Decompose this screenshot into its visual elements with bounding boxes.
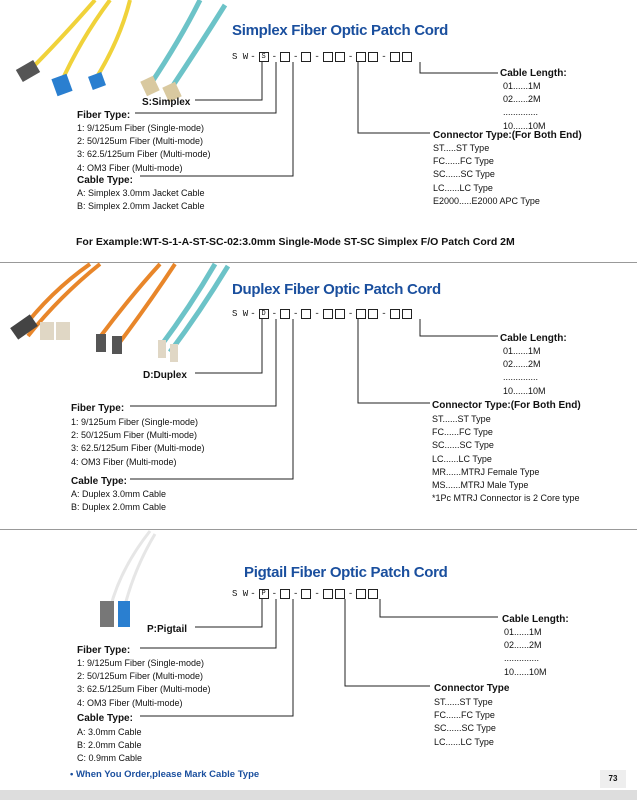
pigtail-connector-list bbox=[434, 696, 496, 749]
list-item: 3: 62.5/125um Fiber (Multi-mode) bbox=[71, 443, 205, 454]
list-item: 2: 50/125um Fiber (Multi-mode) bbox=[77, 671, 204, 682]
code-prefix: S W bbox=[232, 52, 249, 62]
simplex-fiber-type-label: Fiber Type: bbox=[77, 110, 131, 121]
list-item: 01......1M bbox=[504, 627, 542, 637]
simplex-cable-type-list bbox=[77, 187, 205, 213]
pigtail-code: S W - P - - - - bbox=[232, 589, 379, 599]
code-prefix: S W bbox=[232, 589, 249, 599]
list-item: SC......SC Type bbox=[433, 169, 495, 180]
list-item: B: Duplex 2.0mm Cable bbox=[71, 502, 167, 513]
simplex-cable-length-list bbox=[503, 80, 546, 133]
list-item: A: 3.0mm Cable bbox=[77, 727, 142, 737]
list-item: .............. bbox=[503, 372, 539, 383]
list-item: A: Simplex 3.0mm Jacket Cable bbox=[77, 188, 205, 198]
pigtail-cable-length-label: Cable Length: bbox=[502, 614, 569, 625]
list-item: LC......LC Type bbox=[433, 182, 493, 193]
list-item: 2: 50/125um Fiber (Multi-mode) bbox=[77, 136, 204, 147]
simplex-title: Simplex Fiber Optic Patch Cord bbox=[232, 22, 449, 39]
list-item: 10......10M bbox=[503, 385, 546, 396]
list-item: B: 2.0mm Cable bbox=[77, 740, 142, 751]
list-item: ST......ST Type bbox=[434, 697, 493, 707]
duplex-cable-type-label: Cable Type: bbox=[71, 476, 127, 487]
list-item: 3: 62.5/125um Fiber (Multi-mode) bbox=[77, 684, 211, 695]
list-item: 1: 9/125um Fiber (Single-mode) bbox=[77, 658, 205, 668]
duplex-fiber-type-label: Fiber Type: bbox=[71, 403, 125, 414]
pigtail-fiber-type-label: Fiber Type: bbox=[77, 645, 131, 656]
pigtail-type-label: P:Pigtail bbox=[147, 624, 188, 635]
list-item: 1: 9/125um Fiber (Single-mode) bbox=[77, 123, 205, 133]
duplex-connector-label: Connector Type:(For Both End) bbox=[432, 400, 581, 411]
list-item: 02......2M bbox=[503, 359, 541, 370]
pigtail-connector-label: Connector Type bbox=[434, 683, 510, 694]
list-item: FC......FC Type bbox=[433, 156, 494, 167]
list-item: C: 0.9mm Cable bbox=[77, 753, 143, 764]
list-item: 4: OM3 Fiber (Multi-mode) bbox=[77, 162, 183, 173]
list-item: 3: 62.5/125um Fiber (Multi-mode) bbox=[77, 149, 211, 160]
simplex-cable-type-label: Cable Type: bbox=[77, 175, 133, 186]
list-item: 2: 50/125um Fiber (Multi-mode) bbox=[71, 430, 198, 441]
duplex-fiber-type-list bbox=[71, 416, 205, 469]
duplex-connector-list bbox=[432, 413, 580, 505]
duplex-title: Duplex Fiber Optic Patch Cord bbox=[232, 281, 441, 298]
code-box-type: D bbox=[259, 309, 269, 319]
list-item: 02......2M bbox=[503, 94, 541, 105]
duplex-cable-length-label: Cable Length: bbox=[500, 333, 567, 344]
code-box-type: S bbox=[259, 52, 269, 62]
duplex-patch-cord-image bbox=[0, 262, 230, 372]
pigtail-cable-type-label: Cable Type: bbox=[77, 713, 133, 724]
list-item: .............. bbox=[504, 653, 540, 664]
list-item: 4: OM3 Fiber (Multi-mode) bbox=[71, 456, 177, 467]
list-item: 01......1M bbox=[503, 346, 541, 356]
list-item: LC......LC Type bbox=[432, 453, 492, 464]
simplex-example: For Example:WT-S-1-A-ST-SC-02:3.0mm Single-Mode ST-SC Simplex F/O Patch Cord 2M bbox=[76, 236, 515, 248]
list-item: 01......1M bbox=[503, 81, 541, 91]
simplex-connector-list bbox=[433, 142, 540, 208]
list-item: FC......FC Type bbox=[434, 710, 495, 721]
list-item: .............. bbox=[503, 107, 539, 118]
list-item: 02......2M bbox=[504, 640, 542, 651]
list-item: SC......SC Type bbox=[434, 723, 496, 734]
simplex-fiber-type-list bbox=[77, 122, 211, 175]
list-item: *1Pc MTRJ Connector is 2 Core type bbox=[432, 493, 580, 504]
code-prefix: S W bbox=[232, 309, 249, 319]
list-item: ST.....ST Type bbox=[433, 143, 490, 153]
duplex-code: S W - D - - - - - bbox=[232, 309, 413, 319]
duplex-cable-type-list bbox=[71, 488, 166, 514]
list-item: 1: 9/125um Fiber (Single-mode) bbox=[71, 417, 199, 427]
page-number: 73 bbox=[600, 770, 626, 788]
pigtail-fiber-type-list bbox=[77, 657, 211, 710]
simplex-type-label: S:Simplex bbox=[142, 97, 191, 108]
list-item: A: Duplex 3.0mm Cable bbox=[71, 489, 167, 499]
code-box-type: P bbox=[259, 589, 269, 599]
simplex-patch-cord-image bbox=[0, 0, 230, 110]
list-item: SC......SC Type bbox=[432, 440, 494, 451]
pigtail-cable-type-list bbox=[77, 726, 142, 766]
pigtail-title: Pigtail Fiber Optic Patch Cord bbox=[244, 564, 448, 581]
list-item: 10......10M bbox=[503, 120, 546, 131]
duplex-type-label: D:Duplex bbox=[143, 370, 187, 381]
simplex-code: S W - S - - - - - bbox=[232, 52, 413, 62]
simplex-cable-length-label: Cable Length: bbox=[500, 68, 567, 79]
simplex-connector-label: Connector Type:(For Both End) bbox=[433, 130, 582, 141]
duplex-cable-length-list bbox=[503, 345, 546, 398]
footer-bar bbox=[0, 790, 637, 800]
list-item: MR......MTRJ Female Type bbox=[432, 466, 540, 477]
list-item: FC......FC Type bbox=[432, 427, 493, 438]
list-item: B: Simplex 2.0mm Jacket Cable bbox=[77, 201, 205, 212]
list-item: MS......MTRJ Male Type bbox=[432, 480, 529, 491]
list-item: ST......ST Type bbox=[432, 414, 491, 424]
list-item: LC......LC Type bbox=[434, 736, 494, 747]
list-item: 10......10M bbox=[504, 666, 547, 677]
pigtail-cord-image bbox=[80, 529, 160, 639]
list-item: 4: OM3 Fiber (Multi-mode) bbox=[77, 697, 183, 708]
list-item: E2000.....E2000 APC Type bbox=[433, 195, 540, 206]
pigtail-cable-length-list bbox=[504, 626, 547, 679]
pigtail-order-note: • When You Order,please Mark Cable Type bbox=[70, 769, 260, 780]
